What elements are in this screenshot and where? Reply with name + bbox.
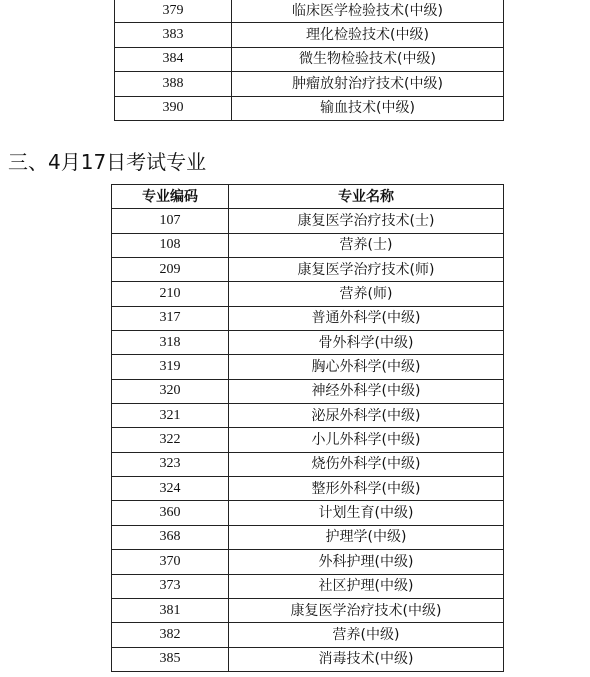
specialty-code-cell: 373 xyxy=(112,574,229,598)
header-code: 专业编码 xyxy=(112,185,229,209)
specialty-name-cell: 普通外科学(中级) xyxy=(229,306,504,330)
specialty-name-cell: 营养(中级) xyxy=(229,623,504,647)
specialty-name-cell: 营养(师) xyxy=(229,282,504,306)
table-row xyxy=(115,72,504,96)
table-row xyxy=(112,258,504,282)
table-row xyxy=(112,306,504,330)
specialty-name-cell: 护理学(中级) xyxy=(229,525,504,549)
table-row xyxy=(112,233,504,257)
specialty-code-cell: 324 xyxy=(112,477,229,501)
specialty-code-cell: 382 xyxy=(112,623,229,647)
specialty-name-cell: 消毒技术(中级) xyxy=(229,647,504,671)
table-row xyxy=(115,96,504,120)
specialty-name-cell: 整形外科学(中级) xyxy=(229,477,504,501)
specialty-code-cell: 322 xyxy=(112,428,229,452)
specialty-code-cell: 360 xyxy=(112,501,229,525)
table-row xyxy=(112,452,504,476)
table-row xyxy=(112,550,504,574)
table-row xyxy=(112,379,504,403)
continued-table-body xyxy=(115,0,504,120)
specialty-name-cell: 骨外科学(中级) xyxy=(229,331,504,355)
specialty-name-cell: 肿瘤放射治疗技术(中级) xyxy=(232,72,504,96)
specialty-name-cell: 胸心外科学(中级) xyxy=(229,355,504,379)
table-row xyxy=(112,355,504,379)
specialty-code-cell: 381 xyxy=(112,598,229,622)
specialty-name-cell: 康复医学治疗技术(士) xyxy=(229,209,504,233)
table-row xyxy=(115,23,504,47)
specialty-table xyxy=(111,184,504,672)
specialty-code-cell: 385 xyxy=(112,647,229,671)
specialty-name-cell: 计划生育(中级) xyxy=(229,501,504,525)
specialty-name-cell: 输血技术(中级) xyxy=(232,96,504,120)
table-row xyxy=(115,47,504,71)
specialty-name-cell: 营养(士) xyxy=(229,233,504,257)
table-row xyxy=(112,428,504,452)
specialty-table-body xyxy=(112,209,504,672)
table-row xyxy=(112,501,504,525)
table-header-row xyxy=(112,185,504,209)
specialty-code-cell: 319 xyxy=(112,355,229,379)
table-row xyxy=(112,209,504,233)
specialty-code-cell: 320 xyxy=(112,379,229,403)
continued-specialty-table xyxy=(114,0,504,121)
specialty-code-cell: 210 xyxy=(112,282,229,306)
specialty-code-cell: 107 xyxy=(112,209,229,233)
table-row xyxy=(112,623,504,647)
specialty-code-cell: 379 xyxy=(115,0,232,23)
specialty-code-cell: 323 xyxy=(112,452,229,476)
specialty-name-cell: 神经外科学(中级) xyxy=(229,379,504,403)
table-row xyxy=(115,0,504,23)
specialty-name-cell: 烧伤外科学(中级) xyxy=(229,452,504,476)
table-row xyxy=(112,525,504,549)
table-row xyxy=(112,647,504,671)
table-header xyxy=(112,185,504,209)
specialty-name-cell: 外科护理(中级) xyxy=(229,550,504,574)
table-row xyxy=(112,574,504,598)
table-row xyxy=(112,598,504,622)
specialty-code-cell: 317 xyxy=(112,306,229,330)
specialty-name-cell: 康复医学治疗技术(师) xyxy=(229,258,504,282)
header-name: 专业名称 xyxy=(229,185,504,209)
specialty-code-cell: 390 xyxy=(115,96,232,120)
specialty-code-cell: 321 xyxy=(112,404,229,428)
specialty-name-cell: 小儿外科学(中级) xyxy=(229,428,504,452)
specialty-name-cell: 泌尿外科学(中级) xyxy=(229,404,504,428)
specialty-code-cell: 108 xyxy=(112,233,229,257)
specialty-name-cell: 社区护理(中级) xyxy=(229,574,504,598)
section-heading: 三、4月17日考试专业 xyxy=(8,150,207,174)
specialty-code-cell: 388 xyxy=(115,72,232,96)
specialty-name-cell: 理化检验技术(中级) xyxy=(232,23,504,47)
specialty-code-cell: 318 xyxy=(112,331,229,355)
specialty-name-cell: 康复医学治疗技术(中级) xyxy=(229,598,504,622)
table-row xyxy=(112,404,504,428)
specialty-code-cell: 370 xyxy=(112,550,229,574)
specialty-code-cell: 209 xyxy=(112,258,229,282)
specialty-name-cell: 临床医学检验技术(中级) xyxy=(232,0,504,23)
specialty-code-cell: 383 xyxy=(115,23,232,47)
table-row xyxy=(112,477,504,501)
specialty-name-cell: 微生物检验技术(中级) xyxy=(232,47,504,71)
specialty-code-cell: 384 xyxy=(115,47,232,71)
table-row xyxy=(112,282,504,306)
table-row xyxy=(112,331,504,355)
specialty-code-cell: 368 xyxy=(112,525,229,549)
